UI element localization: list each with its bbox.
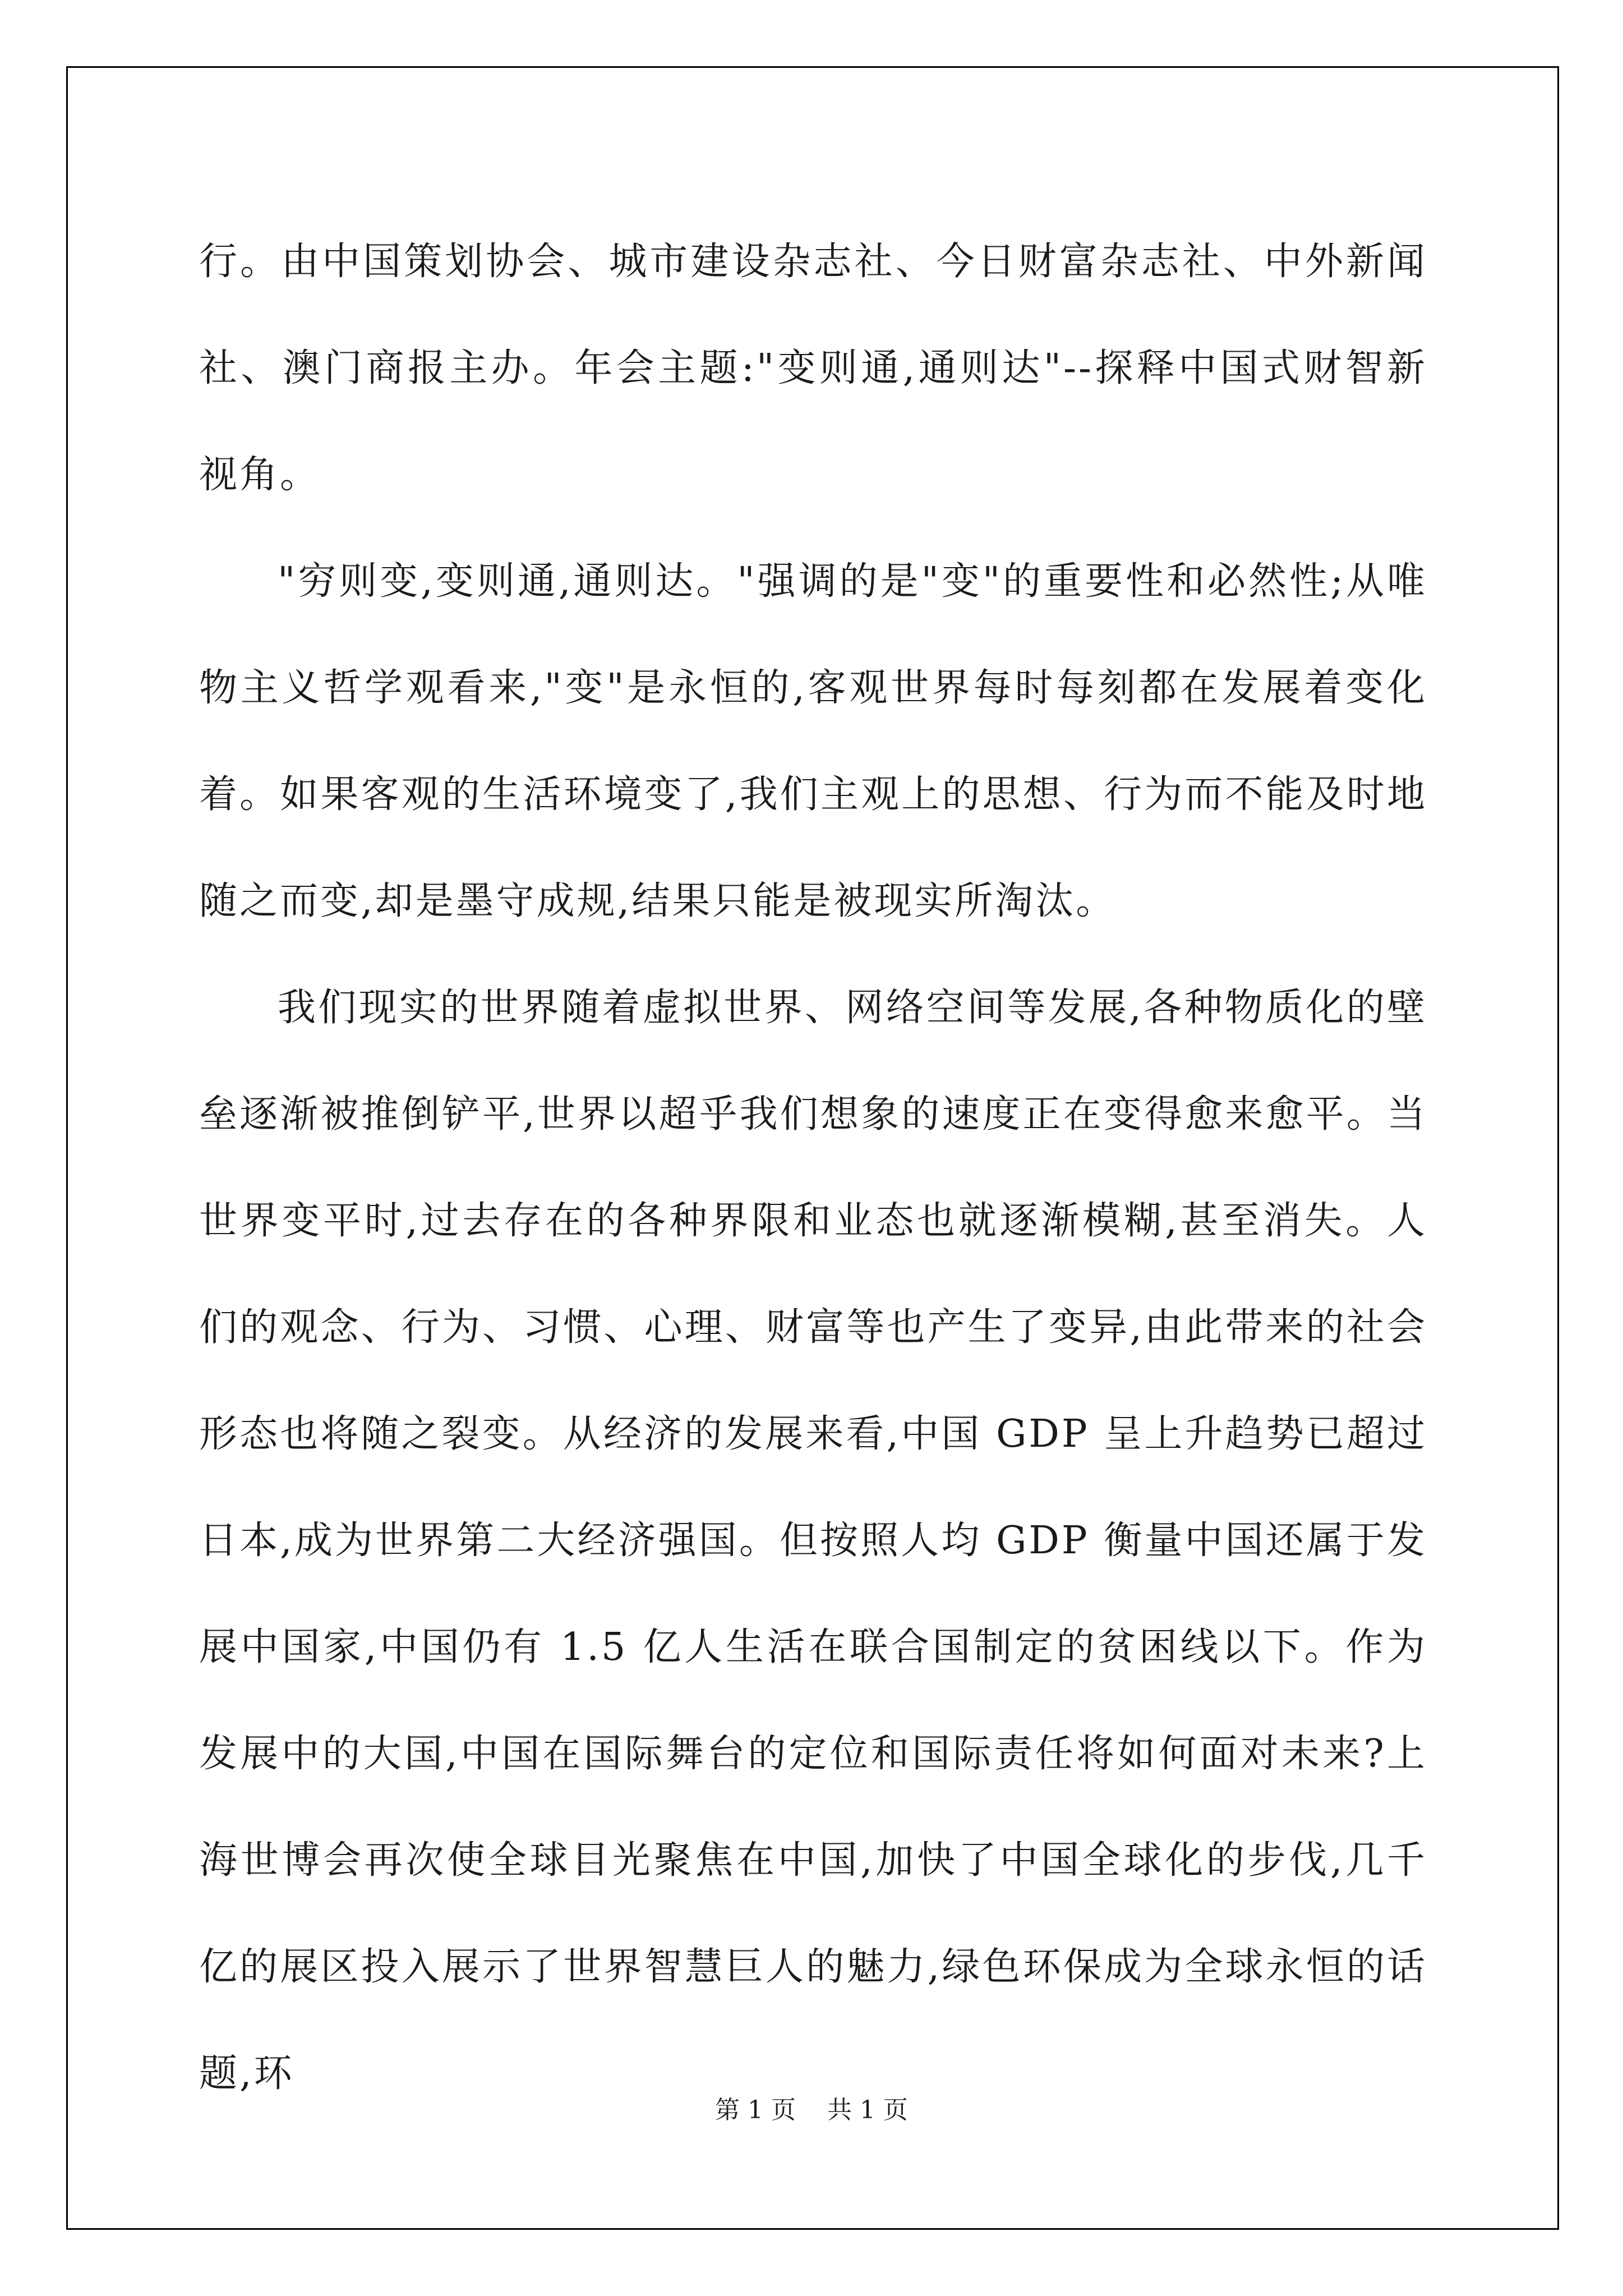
paragraph-3: 我们现实的世界随着虚拟世界、网络空间等发展,各种物质化的壁垒逐渐被推倒铲平,世界以超乎我们想象的速度正在变得愈来愈平。当世界变平时,过去存在的各种界限和业态也就逐渐模糊,甚至消失。人们的观念、行为、习惯、心理、财富等也产生了变异,由此带来的社会形态也将随之裂变。从经济的发展来看,中国 GDP 呈上升趋势已超过日本,成为世界第二大经济强国。但按照人均 GDP 衡量中国还属于发展中国家,中国仍有 1.5 亿人生活在联合国制定的贫困线以下。作为发展中的大国,中国在国际舞台的定位和国际责任将如何面对未来?上海世博会再次使全球目光聚焦在中国,加快了中国全球化的步伐,几千亿的展区投入展示了世界智慧巨人的魅力,绿色环保成为全球永恒的话题,环 (199, 986, 1427, 2096)
paragraph-2: "穷则变,变则通,通则达。"强调的是"变"的重要性和必然性;从唯物主义哲学观看来,"变"是永恒的,客观世界每时每刻都在发展着变化着。如果客观的生活环境变了,我们主观上的思想、行为而不能及时地随之而变,却是墨守成规,结果只能是被现实所淘汰。 (199, 559, 1427, 923)
paragraph-1: 行。由中国策划协会、城市建设杂志社、今日财富杂志社、中外新闻社、澳门商报主办。年会主题:"变则通,通则达"--探释中国式财智新视角。 (199, 240, 1427, 497)
document-body (199, 209, 1427, 2127)
page-number-footer: 第 1 页 共 1 页 (715, 2096, 908, 2124)
